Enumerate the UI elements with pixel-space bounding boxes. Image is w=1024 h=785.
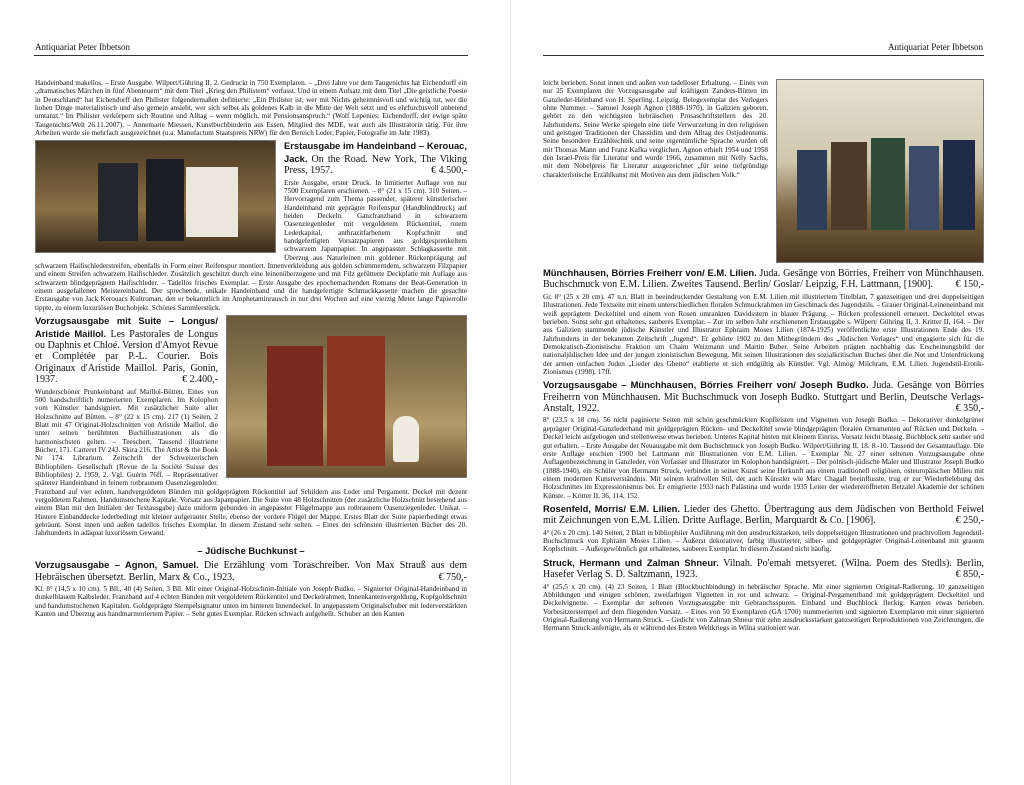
book-shape xyxy=(267,346,323,466)
entry-description: 4° (26 x 20 cm). 140 Seiten, 2 Blatt in bibliophiler Ausführung mit den ausdrucksstarken, teils doppelseitigen Illustrationen und prachtvollem Jugendstil-Buchschmuck von Ephraim Moses Lilien. – Äußerst dekorativer, farbig illustrierter, silber- und goldgeprägter Original-Leinenband mit grauem Kopfschnitt. – Außergewöhnlich gut erhaltenes, sauberes Exemplar. In diesem Zustand nicht häufig. xyxy=(543,528,984,554)
entry-description: Wunderschöner Prunkeinband auf Maillol-Bütten. Eines von 500 handschriftlich numerierten Exemplaren. Im Kolophon vom Künstler handsigniert. Mit zusätzlicher Suite aller Holzschnitte auf Bütten. – 8° (22 x 15 cm). 217 (1) Seiten, 2 Blatt mit 47 Original-Holzschnitten von Aristide Maillol, die unter seinen berühmten Buchillustrationen als die harmonischsten gelten. – Teeschert, Tausend illustrierte Bücher, 171. Carteret IV 243. Skira 216. The Artist & the Book Nr 174. Librarium. Zeitschrift der Schweizerischen Bibliophilen- Gesellschaft (Revue de la Société Suisse des Bibliophiles) 2, 1959, 2. Vgl. Guérin 76ff. – Repräsentativer späterer Handeinband in feinem rotbraunem Oasenziegenleder. Franzband auf vier echten, handvergoldeten Bünden mit goldgeprägtem Rückentitel auf Schildern aus Leder und Pergament. Deckel mit dezent vergoldetem Rahmen. Handumstochene Kapitale. Vorsatz aus Japanpapier. Die Suite von 48 Holzschnitten (der zusätzliche Holzschnitt bestehend aus einem Blatt mit den Initialen der Textausgabe) dazu uniform gebunden in angepasster Flügelmappe aus rotbraunem Oasenziegenleder. Unikat. – Hintere Einbanddecke lederbedingt mit kleiner aufgerauter Stelle, ebenso der vordere Flügel der Mappe. Erstes Blatt der Suite papierbedingt etwas gebräunt. Sonst innen und außen tadellos frisches Exemplar. In diesem Zustand sehr selten. – Eines der schönsten illustrierten Bücher des 20. Jahrhunderts in adäquat luxuriösem Gewand. xyxy=(35,387,467,538)
entry-description: Erste Ausgabe, erster Druck. In limitierter Auflage von nur 7500 Exemplaren erschienen. – 8° (21 x 15 cm). 310 Seiten. – Hervorragend zum Thema passender, späterer künstlerischer Handeinband mit geprägter Reifenspur (Handblinddruck) auf beiden Deckeln. Ganzfranzband in schwarzem Oasenziegenleder mit vergoldetem Rückentitel, rotem Lederkapital, anthrazitfarbenem Kopfschnitt und handgefertigten Vorsatzpapieren aus goldgesprenkeltem schwarzem Japanpapier. In angepasster Schlagkassette mit Überzug aus Naturleinen mit goldener Rückenprägung auf schwarzem Haifischlederstreifen, ebenfalls in Form einer Reifenspur montiert. Innenverkleidung aus golden schimmerndem, schwarzem Filzpapier und einem Streifen schwarzem Haifischleder. Zusätzlich geschützt durch eine leinenüberzogene und mit Filz gefütterte Deckplatte mit Auflage aus schwarzem blindgeprägtem Haifischleder. – Tadellos frisches Exemplar. – Erste Ausgabe des epochemachenden Romans der Beat-Generation in einem ausgefallenen Meistereinband. Der sprechende, unikale Handeinband und die handgefertigte Schmuckkassette machen die gesuchte Erstausgabe von Jack Kerouacs Kultroman, den er bekanntlich im Amphetaminrausch in nur drei Wochen auf eine vierzig Meter lange Papierrolle tippte, zu einem luxuriösen Buchobjekt. Schönes Sammlerstück. xyxy=(35,178,467,312)
entry-title: Juda. Gesänge von Börries Freiherrn von Münchhausen. Mit Buchschmuck von Joseph Budko. Stuttgart und Berlin, Deutsche Verlags-Anstalt, 1922. xyxy=(543,380,984,415)
book-shape xyxy=(831,142,867,230)
entry-title: Vilnah. Po'emah metsyeret. (Wilna. Poem des Stedls). Berlin, Hasefer Verlag S. D. Saltzmann, 1923. xyxy=(543,557,984,581)
entry-description: 8° (23,5 x 18 cm). 56 nicht paginierte Seiten mit schön geschmückten Kopfleisten und Vignetten von Joseph Budko. – Dekorativer dunkelgrüner geprägter Original-Ganzlederband mit goldgeprägten Rücken- und Deckeltitel sowie blindgeprägten floralen Ornamenten auf Rücken und Deckeln. – Deckel leicht aufgebogen und stellenweise etwas berieben. Unteres Kapital hinten mit kleinem Einriss. Vorsatz leicht blassig. Buchblock sehr sauber und gut erhalten. – Erste Ausgabe der Neuausgabe mit dem Buchschmuck von Joseph Budko. Wilpert/Gühring II, 18. 8.-10. Tausend der Gesamtauflage. Die erste Auflage erschien 1900 bei Lattmann mit Illustrationen von E.M. Lilien. – Exemplar Nr. 27 einer seltenen Vorzugsausgabe ohne Auflagenbezeichnung in Ganzleder, von Verfasser und Illustrator im Kolophon handsigniert. – Der polnisch-jüdische Maler und Illustrator Joseph Budko (1888-1940), ein Schüler von Hermann Struck, verbindet in seiner Kunst seine Herkunft aus einem traditionell religiösen, osteuropäischen Milieu mit einem modernen Kunstverständnis. Mit seinem kraftvollen Stil, der auch Künstler wie Marc Chagall beeinflusste, trug er zur Wiederbelebung des Holzschnittes im Expressionismus bei. Er emigrierte 1933 nach Palästina und wurde 1935 Leiter der wiedereröffneten Betzalel Akademie der schönen Künste. – Kritter II, 36, 114, 152. xyxy=(543,416,984,500)
paper-insert-shape xyxy=(186,167,238,237)
entry-heading: Vorzugsausgabe – Münchhausen, Börries Freiherr von/ Joseph Budko. xyxy=(543,379,869,391)
right-header-rule xyxy=(543,55,984,56)
catalog-entry-agnon xyxy=(35,559,467,583)
book-shape xyxy=(871,138,905,230)
catalog-entry-struck xyxy=(543,557,984,581)
entry-title: Die Erzählung vom Toraschreiber. Von Max Strauß aus dem Hebräischen übersetzt. Berlin, Marx & Co., 1923. xyxy=(35,560,467,583)
catalog-entry-juda-budko xyxy=(543,379,984,414)
entry-price: € 350,- xyxy=(955,403,984,415)
section-heading: – Jüdische Buchkunst – xyxy=(197,544,305,556)
entry-price: € 150,- xyxy=(955,279,984,291)
entry-title: On the Road. New York, The Viking Press, 1957. xyxy=(284,153,467,177)
right-running-header: Antiquariat Peter Ibbetson xyxy=(888,42,983,52)
book-shape xyxy=(327,336,385,466)
book-shape xyxy=(943,140,975,230)
entry-heading: Münchhausen, Börries Freiherr von/ E.M. Lilien. xyxy=(543,267,757,278)
entry-title: Lieder des Ghetto. Übertragung aus dem Jüdischen von Berthold Feiwel mit Zeichnungen von E.M. Lilien. Dritte Auflage. Berlin, Marquardt & Co. [1906]. xyxy=(543,503,985,527)
entry-price: € 750,- xyxy=(438,571,467,583)
book-shape xyxy=(146,159,184,241)
left-header-rule xyxy=(34,55,468,56)
book-shape xyxy=(797,150,827,230)
left-column xyxy=(35,79,467,621)
entry-price: € 2.400,- xyxy=(182,374,218,386)
left-running-header: Antiquariat Peter Ibbetson xyxy=(35,42,130,52)
entry-title: Les Pastorales de Longus ou Daphnis et Chloé. Version d'Amyot Revue et Complétée par P.-L. Courier. Bois Originaux d'Aristide Maillol. Paris, Gonin, 1937. xyxy=(35,328,218,386)
entry-heading: Rosenfeld, Morris/ E.M. Lilien. xyxy=(543,502,680,514)
kerouac-book-photo xyxy=(35,140,276,253)
entry-description: 4° (25,5 x 20 cm). (4) 23 Seiten, 1 Blatt (Blockbuchbindung) in hebräischer Sprache. Mit einer signierten Original-Radierung, 10 ganzseitigen Abbildungen und einigen schönen, zweifarbigen Vignetten in rot und schwarz. – Original-Pergamentband mit goldgeprägtem Deckeltitel und Deckelvignette. – Exemplar der seltenen Vorzugsausgabe mit Gebrauchsspuren. Einband und Buchblock fleckig. Kanten etwas berieben. Vorbesitzerstempel auf dem fliegenden Vorsatz. – Eines von 50 Exemplaren (GA 1700) nummerierten und signierten Exemplaren mit einer signierten Original-Radierung von Hermann Struck. – Gedicht von Zalman Shneur mit zehn ausdrucksstarken ganzseitigen Reproduktionen von Zeichnungen, die Hermann Struck anfertigte, als er während des Ersten Weltkriegs in Wilna stationiert war. xyxy=(543,582,984,633)
entry-price: € 850,- xyxy=(955,569,984,581)
catalog-entry-rosenfeld xyxy=(543,503,984,527)
continuation-paragraph: Handeinband makellos. – Erste Ausgabe. Wilpert/Gühring II, 2. Gedruckt in 750 Exemplaren. – „Drei Jahre vor dem Taugenichts hat Eichendorff ein „dramatisches Märchen in fünf Abenteuern“ mit dem Titel „Krieg den Philistern“ verfasst. Und in einem Aufsatz mit dem Titel „Die geistliche Poesie in Deutschland“ hat Eichendorff den Philister folgendermaßen definierte: „Ein Philister ist, wer mit Nichts geheimnisvoll und wichtig tut, wer die hohen Dinge materialistisch und also gemein ansieht, wer sich selbst als goldenes Kalb in die Mitte der Welt setzt und es ehrfurchtsvoll anbetend umtanzt.“ Im Philister verkörpern sich Routine und Alltag – wenn möglich, mit Pensionsanspruch.“ (Wolf Lepenies: Eichendorff, der ewige späte Taugenichts/Welt 26.11.2007). – Annemarie Miessen, Kunstbuchbinderin aus Essen, Mitglied des MDE, war auch als Illustratorin tätig. Für ihre Arbeiten wurde sie mehrfach ausgezeichnet (u.a. Manufactum Staatspreis NRW) für den Bereich Leder, Papier, Fotografie im Jahr 1983). xyxy=(35,79,467,138)
entry-price: € 250,- xyxy=(955,515,984,527)
entry-heading: Struck, Hermann und Zalman Shneur. xyxy=(543,556,719,568)
entry-price: € 4.500,- xyxy=(431,165,467,177)
entry-heading: Vorzugsausgabe mit Suite – Longus/ Aristide Maillol. xyxy=(35,315,218,339)
entry-description: Kl. 8° (14,5 x 10 cm). 5 Bll., 40 (4) Seiten, 3 Bll. Mit einer Original-Holzschnitt-Initiale von Joseph Budko. – Signierter Original-Handeinband in dunkelblauem Kalbsleder. Franzband auf 4 echten Bünden mit vergoldetem Rückentitel und Deckelrahmen, Innenkantenvergoldung, Kopfgoldschnitt und handumstochenen Kapitalen. Goldgeprägte Stempelsignatur unten im hinteren Innendeckel. In angepasstem Originalschuber mit lederverstärkten Kanten und Überzug aus handmarmoriertem Papier. – Sehr gutes Exemplar. Rücken schwach aufgehellt. Schuber an den Kanten xyxy=(35,584,467,618)
continuation-paragraph: leicht berieben. Sonst innen und außen von tadelloser Erhaltung. – Eines von nur 25 Exemplaren der Vorzugsausgabe auf kräftigem Zanders-Bütten im Ganzleder-Heinband von H. Sperling, Leipzig. Belegexemplar des Verlegers ohne Nummer. – Samuel Joseph Agnon (1888-1970), in Galizien geboren, gehört zu den wichtigsten hebräischen Prosaschriftstellern des 20. Jahrhunderts. Seine Werke spiegeln eine tiefe Verwurzelung in den religiösen und geistigen Traditionen der Chassidim und dem Alltag des Ostjudentums. Seine besondere Erzähltechnik und seine eigentümliche Sprache wurden oft mit Thomas Mann und Franz Kafka verglichen. Agnon erhielt 1954 und 1958 den Israel-Preis für Literatur und wurde 1966, zusammen mit Nelly Sachs, mit dem Nobelpreis für Literatur ausgezeichnet „für seine tiefgründige charakteristische Erzählkunst mit Motiven aus dem jüdischen Volk.“ xyxy=(543,79,768,179)
maillol-book-photo xyxy=(226,315,467,478)
right-column xyxy=(543,79,984,636)
jewish-books-photo xyxy=(776,79,984,263)
book-shape xyxy=(909,146,939,230)
entry-heading: Vorzugsausgabe – Agnon, Samuel. xyxy=(35,559,199,571)
entry-title: Juda. Gesänge von Börries, Freiherr von Münchhausen. Buchschmuck von E.M. Lilien. Zweites Tausend. Berlin/ Goslar/ Leipzig, F.H. Lattmann, [1900]. xyxy=(543,268,984,291)
figurine-shape xyxy=(393,416,419,462)
entry-description: Gr. 8° (25 x 20 cm). 47 n.n. Blatt in beeindruckender Gestaltung von E.M. Lilien mit illustriertem Titelblatt, 7 ganzseitigen und drei doppelseitigen Illustrationen. Jede Textseite mit einem unterschiedlichen floralen Schmuckrahmen im Geschmack des Jugendstils. – Grauer Original-Leineneinband mit weiß geprägtem Deckeltitel und einem von Rosen umrankten Davidsstern in blauer Prägung. – Rücken professionell erneuert. Deckeltitel etwas berieben. Sonst sehr gut erhaltenes, sauberes Exemplar. – Zur im selben Jahr erschienenen Erstausgabe s. Wilpert/ Gühring II, 3. Kritter II, 164. – Der aus Galizien stammende jüdische Künstler und Illustrator Ephraim Moses Lilien (1874-1925) veröffentlichte erste Illustrationen Ende des 19. Jahrhunderts in der bekannten Zeitschrift „Jugend“. Er gehörte 1902 zu den Mitbegründern des „Jüdischen Verlages“ und engagierte sich für die Demokratisch-Zionistische Fraktion um Chaim Weizmann und Martin Buber. Seine Arbeiten prägten nachhaltig das Erscheinungsbild der nationaljüdischen Idee und der jungen zionistischen Bewegung. Mit seinen Illustrationen des sozialkritischen Buches über die Not und Unterdrückung der armen einfachen Juden „Lieder des Ghetto“ etablierte er sich endgültig als Künstler. Vgl. Almog/ Milchram, E.M. Lilien. Jugendstil-Erotik-Zionismus (1998), 17ff. xyxy=(543,292,984,376)
entry-heading: Erstausgabe im Handeinband – Kerouac, Jack. xyxy=(284,140,467,164)
right-page xyxy=(512,0,1024,785)
catalog-entry-juda-lilien xyxy=(543,267,984,291)
book-box-shape xyxy=(98,163,138,241)
